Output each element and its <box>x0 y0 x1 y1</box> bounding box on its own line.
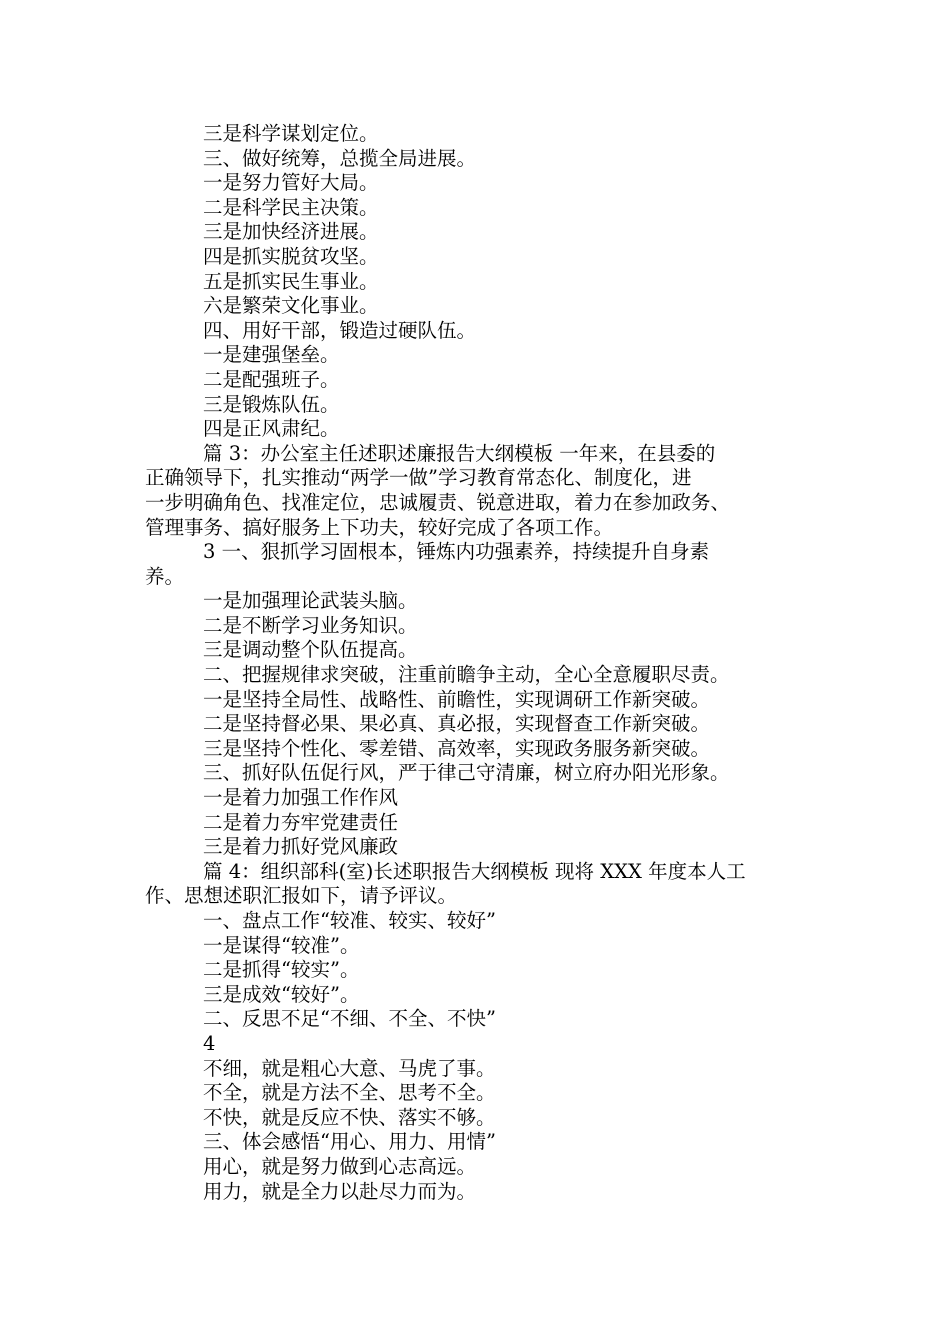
section-heading: 养。 <box>145 564 185 588</box>
text-line: 一是着力加强工作作风 <box>203 786 399 810</box>
text-line: 一是谋得“较准”。 <box>203 933 360 957</box>
text-line: 二是配强班子。 <box>203 367 340 391</box>
text-line: 不全，就是方法不全、思考不全。 <box>203 1081 496 1105</box>
text-line: 四是正风肃纪。 <box>203 417 340 441</box>
section-heading: 三、抓好队伍促行风，严于律己守清廉，树立府办阳光形象。 <box>203 761 730 785</box>
text-line: 三是科学谋划定位。 <box>203 122 379 145</box>
text-line: 一是努力管好大局。 <box>203 171 379 195</box>
article-3-intro: 篇 3：办公室主任述职述廉报告大纲模板 一年来，在县委的 <box>203 441 716 465</box>
section-heading: 一、盘点工作“较准、较实、较好” <box>203 909 496 932</box>
text-line: 三是着力抓好党风廉政 <box>203 835 399 859</box>
text-line: 不细，就是粗心大意、马虎了事。 <box>203 1056 496 1080</box>
text-line: 一是坚持全局性、战略性、前瞻性，实现调研工作新突破。 <box>203 687 711 711</box>
section-heading: 四、用好干部，锻造过硬队伍。 <box>203 318 477 342</box>
section-heading: 三、做好统筹，总揽全局进展。 <box>203 146 477 170</box>
article-3-intro: 正确领导下，扎实推动“两学一做”学习教育常态化、制度化，进 <box>145 466 692 490</box>
text-line: 三是锻炼队伍。 <box>203 392 340 416</box>
article-3-intro: 管理事务、搞好服务上下功夫，较好完成了各项工作。 <box>145 515 614 539</box>
article-4-intro: 篇 4：组织部科(室)长述职报告大纲模板 现将 XXX 年度本人工 <box>203 859 746 883</box>
text-line: 三是成效“较好”。 <box>203 982 360 1006</box>
text-line: 用心，就是努力做到心志高远。 <box>203 1154 477 1178</box>
text-line: 一是建强堡垒。 <box>203 343 340 367</box>
document-body <box>145 122 810 1204</box>
text-line: 二是着力夯牢党建责任 <box>203 810 399 834</box>
section-heading: 二、反思不足“不细、不全、不快” <box>203 1007 496 1031</box>
text-line: 三是坚持个性化、零差错、高效率，实现政务服务新突破。 <box>203 736 711 760</box>
text-line: 二是科学民主决策。 <box>203 195 379 219</box>
page-number: 4 <box>203 1031 216 1055</box>
text-line: 五是抓实民生事业。 <box>203 269 379 293</box>
section-heading: 三、体会感悟“用心、用力、用情” <box>203 1130 496 1154</box>
text-line: 一是加强理论武装头脑。 <box>203 589 418 613</box>
article-3-intro: 一步明确角色、找准定位，忠诚履责、锐意进取，着力在参加政务、 <box>145 490 731 514</box>
section-heading: 二、把握规律求突破，注重前瞻争主动，全心全意履职尽责。 <box>203 663 730 687</box>
text-line: 二是不断学习业务知识。 <box>203 613 418 637</box>
text-line: 四是抓实脱贫攻坚。 <box>203 244 379 268</box>
text-line: 二是抓得“较实”。 <box>203 958 360 982</box>
text-line: 不快，就是反应不快、落实不够。 <box>203 1105 496 1129</box>
text-line: 三是调动整个队伍提高。 <box>203 638 418 662</box>
section-heading: 3 一、狠抓学习固根本，锤炼内功强素养，持续提升自身素 <box>203 540 710 564</box>
text-line: 三是加快经济进展。 <box>203 220 379 244</box>
article-4-intro: 作、思想述职汇报如下，请予评议。 <box>145 884 458 908</box>
text-line: 用力，就是全力以赴尽力而为。 <box>203 1179 477 1203</box>
text-line: 六是繁荣文化事业。 <box>203 294 379 318</box>
text-line: 二是坚持督必果、果必真、真必报，实现督查工作新突破。 <box>203 712 711 736</box>
